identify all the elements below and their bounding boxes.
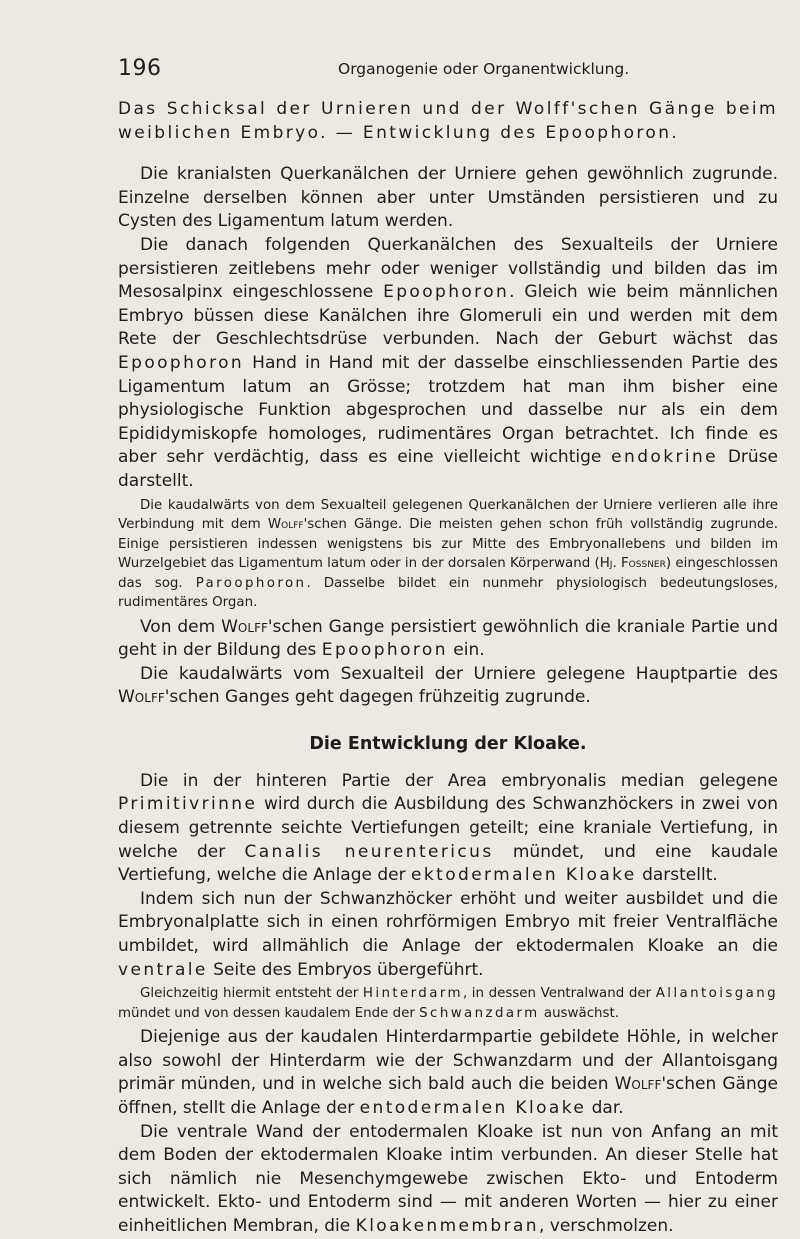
- text-run: Drüse darstellt.: [118, 447, 778, 491]
- text-run: 'schen Gänge öffnen, stellt die Anlage der: [118, 1074, 778, 1118]
- emphasis-term: Kloakenmembran: [355, 1215, 539, 1236]
- text-run: wird durch die Ausbildung des Schwanzhöckers in zwei von diesem getrennte seichte Vertiefungen geteilt; eine kraniale Vertiefung, in welche der: [118, 794, 778, 862]
- emphasis-term: endokrine: [611, 447, 718, 468]
- text-run: , in dessen Ventralwand der: [462, 986, 656, 1002]
- emphasis-term: ektodermalen Kloake: [411, 865, 637, 886]
- emphasis-term: Epoophoron: [118, 352, 245, 373]
- text-run: ein.: [447, 640, 485, 661]
- emphasis-term: Schwanzdarm: [419, 1005, 540, 1021]
- emphasis-term: Paroophoron: [195, 575, 307, 591]
- text-run: Die kaudalwärts von dem Sexualteil gelegenen Querkanälchen der Urniere verlieren alle ihre Verbindung mit dem: [118, 497, 778, 532]
- small-print-note: [118, 496, 778, 613]
- text-run: ) eingeschlossen das sog.: [118, 556, 778, 591]
- paragraph: [118, 663, 778, 710]
- text-run: mündet, und eine kaudale Vertiefung, welche die Anlage der: [118, 841, 778, 886]
- paragraph: [118, 1026, 778, 1120]
- author-name: Hj. Fossner: [599, 556, 666, 571]
- emphasis-term: Canalis neurentericus: [244, 841, 494, 862]
- text-run: Die in der hinteren Partie der Area embryonalis median gelegene: [140, 770, 778, 791]
- text-run: Die ventrale Wand der entodermalen Kloake ist nun von Anfang an mit dem Boden der ektodermalen Kloake intim verbunden. An dieser Stelle hat sich nämlich nie Mesenchymgewebe zwischen Ekto- und Entoderm entwickelt. Ekto- und Entoderm sind — mit anderen Worten — hier zu einer einheitlichen Membran, die: [118, 1121, 778, 1236]
- text-run: 'schen Ganges geht dagegen frühzeitig zugrunde.: [164, 687, 591, 708]
- paragraph: [118, 770, 778, 888]
- running-title: Organogenie oder Organentwicklung.: [338, 60, 630, 78]
- author-name: Wolff: [118, 687, 165, 708]
- author-name: Wolff: [267, 517, 304, 532]
- text-run: Die danach folgenden Querkanälchen des Sexualteils der Urniere persistieren zeitlebens mehr oder weniger vollständig und bilden das im Mesosalpinx eingeschlossene: [118, 234, 778, 303]
- text-run: Gleichzeitig hiermit entsteht der: [140, 986, 363, 1002]
- spacer: [118, 145, 778, 163]
- page-header: [118, 56, 778, 86]
- emphasis-term: ventrale: [118, 959, 208, 980]
- text-run: . Dasselbe bildet ein nunmehr physiologisch bedeutungsloses, rudimentäres Organ.: [118, 575, 778, 610]
- paragraph: Die kranialsten Querkanälchen der Urniere gehen gewöhnlich zugrunde. Einzelne derselben können aber unter Umständen persistieren und zu Cysten des Ligamentum latum werden.: [118, 164, 778, 232]
- text-run: Seite des Embryos übergeführt.: [207, 959, 484, 980]
- text-run: darstellt.: [636, 865, 718, 886]
- author-name: Wolff: [221, 616, 268, 637]
- paragraph: [118, 888, 778, 982]
- emphasis-term: Allantoisgang: [655, 986, 779, 1002]
- emphasis-term: Epoophoron: [383, 282, 510, 303]
- page-number: 196: [118, 56, 162, 81]
- text-run: Diejenige aus der kaudalen Hinterdarmpartie gebildete Höhle, in welcher also sowohl der Hinterdarm wie der Schwanzdarm und der Allantoisgang primär münden, und in welche sich bald auch die beiden: [118, 1027, 778, 1095]
- body-text: [118, 98, 778, 1239]
- emphasis-term: Epoophoron: [321, 640, 448, 661]
- emphasis-term: entodermalen Kloake: [359, 1098, 587, 1118]
- text-run: Die kaudalwärts vom Sexualteil der Urniere gelegene Hauptpartie des: [140, 663, 778, 684]
- section-heading-cloaca: Die Entwicklung der Kloake.: [309, 733, 587, 754]
- text-run: Hand in Hand mit der dasselbe einschliessenden Partie des Ligamentum latum an Grösse; trotzdem hat man ihm bisher eine physiologische Funktion abgesprochen und dasselbe nur als ein dem Epididymiskopfe homologes, rudimentäres Organ betrachtet. Ich finde es aber sehr verdächtig, dass es eine vielleicht wichtige: [118, 352, 778, 468]
- emphasis-term: Hinterdarm: [362, 986, 463, 1002]
- author-name: Wolff: [614, 1074, 662, 1095]
- text-run: auswächst.: [539, 1005, 620, 1021]
- paragraph: [118, 1121, 778, 1239]
- paragraph: [118, 234, 778, 494]
- text-run: Von dem: [140, 616, 222, 637]
- text-run: , verschmolzen.: [538, 1215, 674, 1236]
- text-run: . Gleich wie beim männlichen Embryo büssen diese Kanälchen ihre Glomeruli ein und werden mit dem Rete der Geschlechtsdrüse verbunden. Nach der Geburt wächst das: [118, 282, 778, 350]
- paragraph: [118, 616, 778, 663]
- text-run: 'schen Gänge. Die meisten gehen schon früh vollständig zugrunde. Einige persistieren indessen wenigstens bis zur Mitte des Embryonallebens und bilden im Wurzelgebiet das Ligamentum latum oder in der dorsalen Körperwand (: [118, 517, 778, 571]
- text-run: mündet und von dessen kaudalem Ende der: [118, 1005, 420, 1021]
- small-print-note: [118, 984, 778, 1023]
- text-run: Indem sich nun der Schwanzhöcker erhöht und weiter ausbildet und die Embryonalplatte sich in einen rohrförmigen Embryo mit freier Ventralfläche umbildet, wird allmählich die Anlage der ektodermalen Kloake an die: [118, 888, 778, 957]
- section-title-wolff-ducts: Das Schicksal der Urnieren und der Wolff'schen Gänge beim weiblichen Embryo. — Entwicklung des Epoophoron.: [118, 99, 778, 143]
- emphasis-term: Primitivrinne: [118, 794, 258, 815]
- text-run: dar.: [586, 1098, 624, 1118]
- text-run: 'schen Gange persistiert gewöhnlich die kraniale Partie und geht in der Bildung des: [118, 616, 778, 661]
